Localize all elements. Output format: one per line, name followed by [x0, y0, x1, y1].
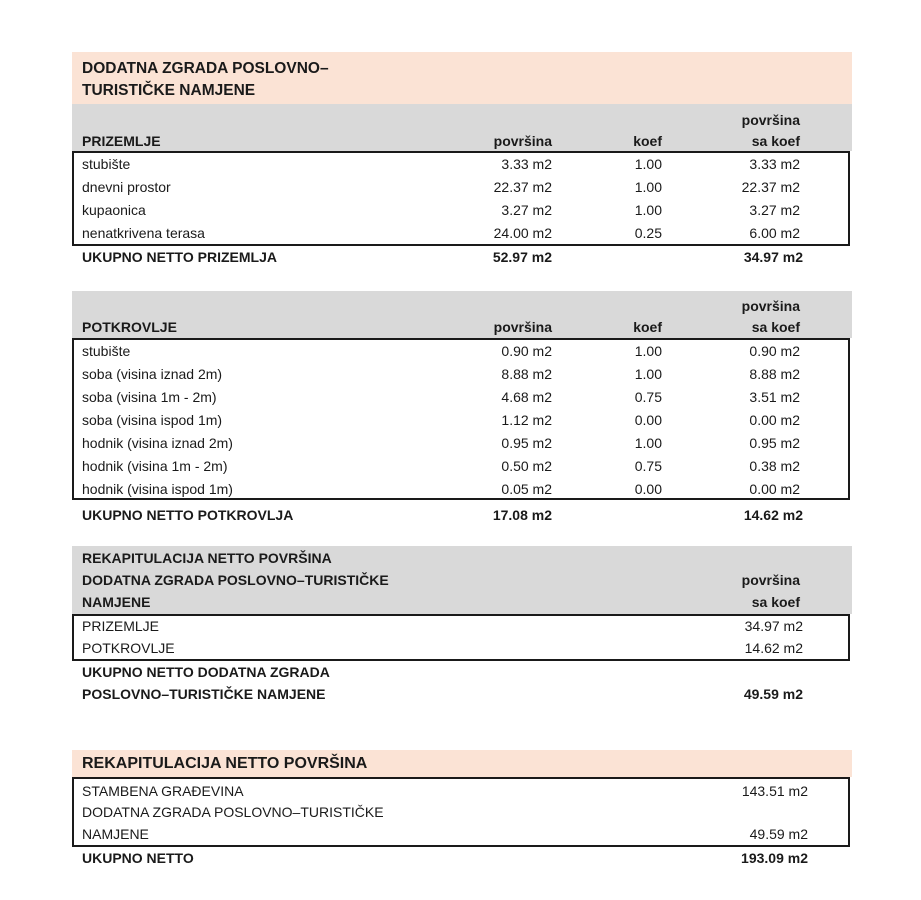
row-area: 24.00 m2	[493, 225, 552, 241]
row-koef: 1.00	[634, 343, 662, 359]
row-sk: 3.27 m2	[749, 202, 800, 218]
total-label: UKUPNO NETTO	[82, 850, 194, 866]
row-area: 3.27 m2	[501, 202, 552, 218]
prizemlje-header-koef: koef	[633, 133, 662, 149]
row-label-line2: NAMJENE	[82, 826, 149, 842]
prizemlje-header-area: površina	[493, 133, 552, 149]
total-area: 17.08 m2	[492, 507, 552, 523]
total-label-line1: UKUPNO NETTO DODATNA ZGRADA	[82, 664, 330, 680]
rekap2-title: REKAPITULACIJA NETTO POVRŠINA	[82, 755, 368, 772]
row-sk: 0.00 m2	[749, 412, 800, 428]
rekap1-header-sk-line2: sa koef	[751, 594, 800, 610]
total-label: UKUPNO NETTO POTKROVLJA	[82, 507, 294, 523]
prizemlje-header-sk-line2: sa koef	[751, 133, 800, 149]
row-koef: 1.00	[634, 202, 662, 218]
row-koef: 0.75	[634, 389, 662, 405]
row-area: 1.12 m2	[501, 412, 552, 428]
row-koef: 0.25	[634, 225, 662, 241]
main-title-line2: TURISTIČKE NAMJENE	[82, 82, 256, 99]
row-label: nenatkrivena terasa	[82, 225, 205, 241]
potkrovlje-header-area: površina	[493, 319, 552, 335]
row-sk: 0.90 m2	[749, 343, 800, 359]
prizemlje-header-label: PRIZEMLJE	[82, 133, 161, 149]
row-koef: 1.00	[634, 156, 662, 172]
total-sk: 49.59 m2	[743, 686, 803, 702]
row-area: 8.88 m2	[501, 366, 552, 382]
rekap1-header-line1: REKAPITULACIJA NETTO POVRŠINA	[82, 550, 332, 566]
main-title-line1: DODATNA ZGRADA POSLOVNO–	[82, 60, 329, 77]
total-sk: 193.09 m2	[741, 850, 808, 866]
rekap1-header-sk-line1: površina	[741, 572, 800, 588]
row-sk: 6.00 m2	[749, 225, 800, 241]
row-koef: 0.00	[634, 481, 662, 497]
row-label: hodnik (visina 1m - 2m)	[82, 458, 228, 474]
row-area: 0.90 m2	[501, 343, 552, 359]
row-sk: 0.95 m2	[749, 435, 800, 451]
row-sk: 8.88 m2	[749, 366, 800, 382]
row-area: 0.95 m2	[501, 435, 552, 451]
row-sk: 34.97 m2	[744, 618, 803, 634]
row-label: PRIZEMLJE	[82, 618, 160, 634]
row-label: dnevni prostor	[82, 179, 171, 195]
row-koef: 1.00	[634, 179, 662, 195]
row-sk: 0.00 m2	[749, 481, 800, 497]
row-sk: 3.51 m2	[749, 389, 800, 405]
row-label: soba (visina 1m - 2m)	[82, 389, 217, 405]
row-label: kupaonica	[82, 202, 146, 218]
row-area: 22.37 m2	[493, 179, 552, 195]
row-area: 4.68 m2	[501, 389, 552, 405]
row-label: POTKROVLJE	[82, 640, 175, 656]
total-sk: 34.97 m2	[743, 249, 803, 265]
row-label: hodnik (visina iznad 2m)	[82, 435, 233, 451]
row-label: soba (visina iznad 2m)	[82, 366, 223, 382]
row-area: 3.33 m2	[501, 156, 552, 172]
row-sk: 14.62 m2	[744, 640, 803, 656]
rekap1-header-line3: NAMJENE	[82, 594, 151, 610]
row-area: 0.50 m2	[501, 458, 552, 474]
row-koef: 0.00	[634, 412, 662, 428]
potkrovlje-header-koef: koef	[633, 319, 662, 335]
row-sk: 49.59 m2	[749, 826, 808, 842]
row-label: stubište	[82, 156, 131, 172]
potkrovlje-header-sk-line1: površina	[741, 298, 800, 314]
row-sk: 3.33 m2	[749, 156, 800, 172]
total-label-line2: POSLOVNO–TURISTIČKE NAMJENE	[82, 686, 326, 702]
row-label: hodnik (visina ispod 1m)	[82, 481, 233, 497]
total-area: 52.97 m2	[492, 249, 552, 265]
potkrovlje-header-sk-line2: sa koef	[751, 319, 800, 335]
row-sk: 22.37 m2	[741, 179, 800, 195]
row-label-line1: DODATNA ZGRADA POSLOVNO–TURISTIČKE	[82, 804, 384, 820]
row-area: 0.05 m2	[501, 481, 552, 497]
row-koef: 1.00	[634, 435, 662, 451]
total-label: UKUPNO NETTO PRIZEMLJA	[82, 249, 277, 265]
potkrovlje-header-label: POTKROVLJE	[82, 319, 177, 335]
prizemlje-header-sk-line1: površina	[741, 112, 800, 128]
row-label: stubište	[82, 343, 131, 359]
total-sk: 14.62 m2	[743, 507, 803, 523]
row-label: STAMBENA GRAĐEVINA	[82, 783, 244, 799]
row-label: soba (visina ispod 1m)	[82, 412, 223, 428]
row-sk: 143.51 m2	[741, 783, 808, 799]
row-sk: 0.38 m2	[749, 458, 800, 474]
rekap1-header-line2: DODATNA ZGRADA POSLOVNO–TURISTIČKE	[82, 572, 389, 588]
row-koef: 1.00	[634, 366, 662, 382]
row-koef: 0.75	[634, 458, 662, 474]
